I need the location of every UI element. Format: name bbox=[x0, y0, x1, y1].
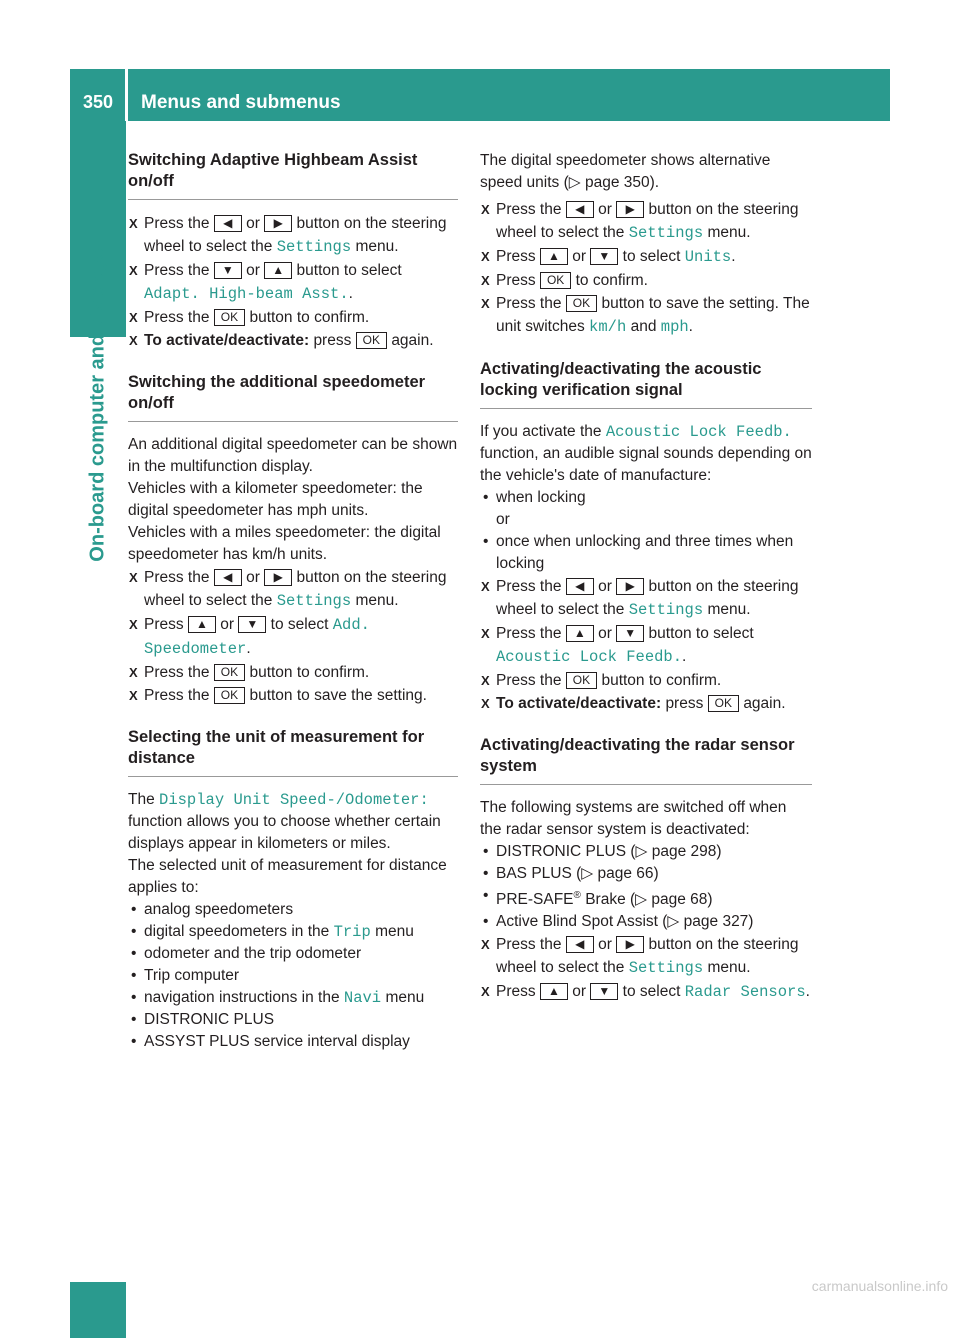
down-arrow-icon: ▼ bbox=[238, 616, 266, 633]
paragraph: The selected unit of measurement for distance applies to: bbox=[128, 857, 447, 896]
menu-mph: mph bbox=[660, 318, 689, 336]
list-item: • PRE-SAFE® Brake (▷ page 68) bbox=[480, 885, 812, 911]
ok-icon: OK bbox=[356, 332, 387, 349]
list-item: • when locking bbox=[480, 487, 812, 509]
step: X Press the OK button to confirm. bbox=[480, 669, 812, 692]
heading-adaptive-highbeam: Switching Adaptive Highbeam Assist on/off bbox=[128, 150, 458, 200]
ok-icon: OK bbox=[566, 295, 597, 312]
heading-acoustic-locking: Activating/deactivating the acoustic locking verification signal bbox=[480, 359, 812, 409]
step: X Press the ◀ or ▶ button on the steering wheel to select the Settings menu. bbox=[480, 198, 812, 245]
menu-acoustic-lock: Acoustic Lock Feedb. bbox=[496, 648, 683, 666]
ok-icon: OK bbox=[708, 695, 739, 712]
paragraph: Vehicles with a miles speedometer: the digital speedometer has km/h units. bbox=[128, 524, 441, 563]
list-item: • Active Blind Spot Assist (▷ page 327) bbox=[480, 911, 812, 933]
step: X To activate/deactivate: press OK again. bbox=[480, 692, 812, 715]
menu-kmh: km/h bbox=[589, 318, 627, 336]
up-arrow-icon: ▲ bbox=[264, 262, 292, 279]
step: X Press the ▼ or ▲ button to select Adapt. High-beam Asst.. bbox=[128, 259, 458, 306]
step: X Press the ◀ or ▶ button on the steering wheel to select the Settings menu. bbox=[128, 212, 458, 259]
list-item: • odometer and the trip odometer bbox=[128, 943, 458, 965]
right-arrow-icon: ▶ bbox=[264, 215, 292, 232]
side-tab-label: On-board computer and displays bbox=[86, 248, 109, 562]
down-arrow-icon: ▼ bbox=[590, 248, 618, 265]
list-item: • DISTRONIC PLUS bbox=[128, 1009, 458, 1031]
watermark: carmanualsonline.info bbox=[811, 1278, 948, 1294]
paragraph: Vehicles with a kilometer speedometer: the digital speedometer has mph units. bbox=[128, 480, 423, 519]
heading-additional-speedometer: Switching the additional speedometer on/off bbox=[128, 372, 458, 422]
menu-settings: Settings bbox=[628, 959, 704, 978]
ok-icon: OK bbox=[214, 309, 245, 326]
left-arrow-icon: ◀ bbox=[214, 569, 242, 586]
step: X Press the ◀ or ▶ button on the steering wheel to select the Settings menu. bbox=[128, 566, 458, 613]
menu-units: Units bbox=[684, 248, 732, 266]
up-arrow-icon: ▲ bbox=[566, 625, 594, 642]
menu-radar-sensors: Radar Sensors bbox=[684, 983, 806, 1002]
step: X Press ▲ or ▼ to select Radar Sensors. bbox=[480, 980, 812, 1004]
left-arrow-icon: ◀ bbox=[566, 936, 594, 953]
menu-settings: Settings bbox=[276, 238, 352, 256]
up-arrow-icon: ▲ bbox=[540, 248, 568, 265]
paragraph: An additional digital speedometer can be shown in the multifunction display. bbox=[128, 436, 458, 475]
down-arrow-icon: ▼ bbox=[214, 262, 242, 279]
step: X Press OK to confirm. bbox=[480, 269, 812, 292]
header-divider bbox=[125, 69, 128, 121]
menu-add-speedometer: Add. Speedometer bbox=[144, 616, 370, 658]
up-arrow-icon: ▲ bbox=[540, 983, 568, 1000]
step: X Press the OK button to confirm. bbox=[128, 661, 458, 684]
page-title: Menus and submenus bbox=[141, 92, 341, 113]
step: X Press the ◀ or ▶ button on the steering wheel to select the Settings menu. bbox=[480, 575, 812, 622]
menu-settings: Settings bbox=[628, 224, 704, 242]
menu-display-unit: Display Unit Speed-/Odometer: bbox=[159, 791, 429, 809]
list-item: • Trip computer bbox=[128, 965, 458, 987]
step: X Press the OK button to save the setting. The unit switches km/h and mph. bbox=[480, 292, 812, 339]
up-arrow-icon: ▲ bbox=[188, 616, 216, 633]
step: X Press the OK button to confirm. bbox=[128, 306, 458, 329]
right-arrow-icon: ▶ bbox=[616, 201, 644, 218]
page-number: 350 bbox=[83, 92, 114, 112]
or-text: or bbox=[496, 511, 510, 528]
menu-settings: Settings bbox=[276, 592, 352, 610]
ok-icon: OK bbox=[214, 687, 245, 704]
ok-icon: OK bbox=[566, 672, 597, 689]
right-column bbox=[480, 150, 812, 1004]
menu-navi: Navi bbox=[343, 989, 382, 1007]
heading-radar-sensor: Activating/deactivating the radar sensor system bbox=[480, 735, 812, 785]
left-column bbox=[128, 150, 458, 1053]
down-arrow-icon: ▼ bbox=[616, 625, 644, 642]
step: X Press ▲ or ▼ to select Units. bbox=[480, 245, 812, 269]
left-arrow-icon: ◀ bbox=[566, 201, 594, 218]
ok-icon: OK bbox=[540, 272, 571, 289]
paragraph: The following systems are switched off when the radar sensor system is deactivated: bbox=[480, 799, 787, 838]
menu-adapt-highbeam: Adapt. High-beam Asst. bbox=[144, 285, 349, 303]
step: X To activate/deactivate: press OK again. bbox=[128, 329, 458, 352]
menu-acoustic-lock: Acoustic Lock Feedb. bbox=[605, 423, 792, 441]
step: X Press the OK button to save the setting. bbox=[128, 684, 458, 707]
step: X Press the ◀ or ▶ button on the steering wheel to select the Settings menu. bbox=[480, 933, 812, 980]
right-arrow-icon: ▶ bbox=[264, 569, 292, 586]
paragraph: The Display Unit Speed-/Odometer: function allows you to choose whether certain displays appear in kilometers or miles. bbox=[128, 791, 441, 852]
paragraph: If you activate the Acoustic Lock Feedb. function, an audible signal sounds depending on the vehicle's date of manufacture: bbox=[480, 423, 812, 484]
list-item: • BAS PLUS (▷ page 66) bbox=[480, 863, 812, 885]
down-arrow-icon: ▼ bbox=[590, 983, 618, 1000]
heading-unit-measurement: Selecting the unit of measurement for distance bbox=[128, 727, 458, 777]
list-item: • once when unlocking and three times when locking bbox=[480, 531, 812, 575]
ok-icon: OK bbox=[214, 664, 245, 681]
list-item: • navigation instructions in the Navi menu bbox=[128, 987, 458, 1009]
list-item: • digital speedometers in the Trip menu bbox=[128, 921, 458, 943]
step: X Press the ▲ or ▼ button to select Acoustic Lock Feedb.. bbox=[480, 622, 812, 669]
menu-trip: Trip bbox=[333, 923, 371, 941]
left-arrow-icon: ◀ bbox=[214, 215, 242, 232]
step: X Press ▲ or ▼ to select Add. Speedometer. bbox=[128, 613, 458, 661]
list-item: • ASSYST PLUS service interval display bbox=[128, 1031, 458, 1053]
right-arrow-icon: ▶ bbox=[616, 936, 644, 953]
list-item: • DISTRONIC PLUS (▷ page 298) bbox=[480, 841, 812, 863]
menu-settings: Settings bbox=[628, 601, 704, 619]
side-marker bbox=[70, 1282, 126, 1338]
list-item: • analog speedometers bbox=[128, 899, 458, 921]
left-arrow-icon: ◀ bbox=[566, 578, 594, 595]
right-arrow-icon: ▶ bbox=[616, 578, 644, 595]
paragraph: The digital speedometer shows alternative speed units (▷ page 350). bbox=[480, 152, 771, 191]
